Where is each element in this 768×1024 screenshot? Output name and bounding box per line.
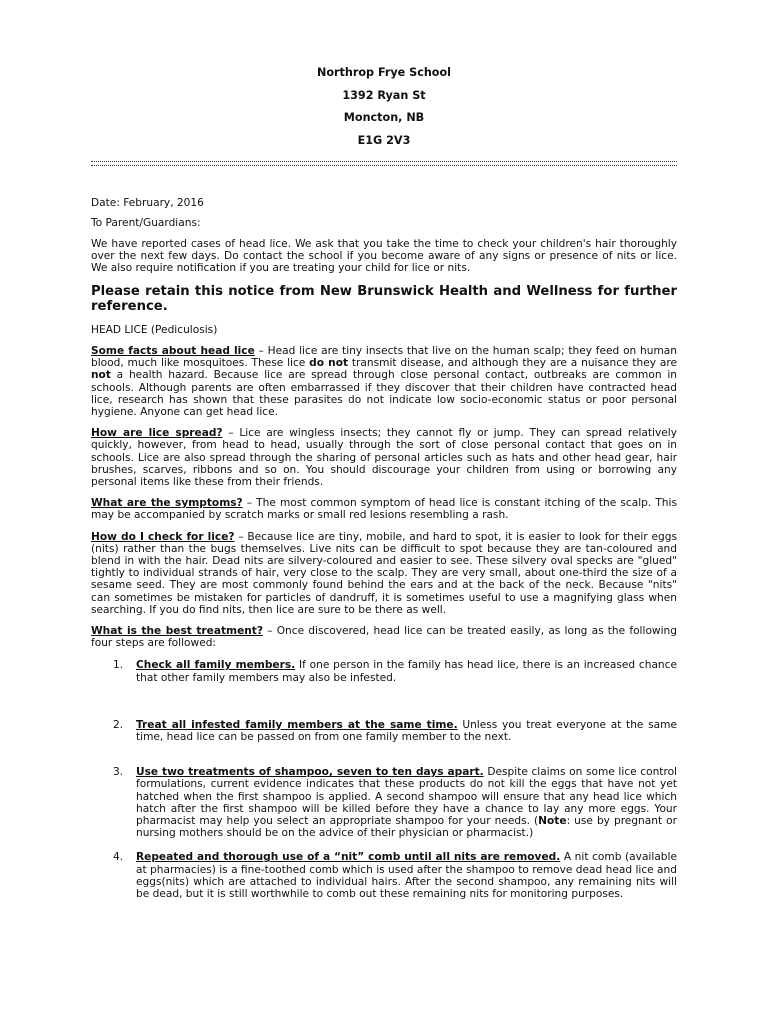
treatment-question: What is the best treatment?	[91, 624, 264, 637]
school-street: 1392 Ryan St	[342, 88, 426, 102]
symptoms-paragraph: What are the symptoms? – The most common symptom of head lice is constant itching of the scalp. This may be accompanied by scratch marks or small red lesions resembling a rash.	[91, 497, 677, 522]
section-subtitle: HEAD LICE (Pediculosis)	[91, 323, 218, 336]
school-city: Moncton, NB	[343, 111, 425, 124]
facts-paragraph: Some facts about head lice – Head lice are tiny insects that live on the human scalp; they feed on human blood, much like mosquitoes. These lice do not transmit disease, and although they are a nuisance they are not a health hazard. Because lice are spread through close personal contact, outbreaks are common in schools. Although parents are often embarrassed if they discover that their children have contracted head lice, research has shown that these parasites do not indicate low socio-economic status or poor personal hygiene. Anyone can get head lice.	[91, 344, 678, 418]
step-title: Use two treatments of shampoo, seven to ten days apart.	[136, 766, 484, 779]
spread-question: How are lice spread?	[91, 427, 223, 440]
school-name: Northrop Frye School	[316, 66, 452, 79]
check-paragraph: How do I check for lice? – Because lice are tiny, mobile, and hard to spot, it is easier to look for their eggs (nits) rather than the bugs themselves. Live nits can be difficult to spot because they are tan-coloured and blend in with the hair. Dead nits are silvery-coloured and easier to see. These silvery oval specks are "glued" tightly to individual strands of hair, very close to the scalp. They are very small, about one-third the size of a sesame seed. They are most commonly found behind the ears and at the back of the neck. Because "nits" can sometimes be mistaken for particles of dandruff, it is sometimes useful to use a magnifying glass when searching. If you do find nits, then lice are sure to be there as well.	[91, 530, 677, 616]
greeting: To Parent/Guardians:	[91, 217, 201, 230]
step-title: Treat all infested family members at the same time.	[136, 718, 458, 731]
letter-date: Date: February, 2016	[91, 196, 204, 209]
treatment-steps-list	[91, 659, 677, 900]
letter-page	[91, 66, 677, 900]
step-number: 4.	[113, 851, 124, 864]
intro-paragraph: We have reported cases of head lice. We ask that you take the time to check your children's hair thoroughly over the next few days. Do contact the school if you become aware of any signs or presence of nits or lice. We also require notification if you are treating your child for lice or nits.	[91, 237, 677, 275]
spread-paragraph: How are lice spread? – Lice are wingless insects; they cannot fly or jump. They can spread relatively quickly, however, from head to head, usually through the sort of close personal contact that goes on in schools. Lice are also spread through the sharing of personal articles such as hats and other head gear, hair brushes, scarves, ribbons and so on. You should discourage your children from using or borrowing any personal items like these from their friends.	[91, 427, 677, 488]
facts-question: Some facts about head lice	[91, 344, 255, 357]
retain-notice-heading: Please retain this notice from New Brunswick Health and Wellness for further reference.	[91, 283, 677, 315]
list-item: 1. Check all family members. If one person in the family has head lice, there is an increased chance that other family members may also be infested.	[113, 659, 677, 684]
dotted-divider	[91, 161, 677, 166]
step-number: 2.	[113, 718, 124, 731]
step-number: 3.	[113, 766, 124, 779]
step-title: Repeated and thorough use of a “nit” comb until all nits are removed.	[136, 851, 561, 864]
step-title: Check all family members.	[136, 659, 296, 672]
check-question: How do I check for lice?	[91, 530, 235, 543]
treatment-paragraph: What is the best treatment? – Once discovered, head lice can be treated easily, as long as the following four steps are followed:	[91, 624, 677, 650]
list-item: 4. Repeated and thorough use of a “nit” comb until all nits are removed. A nit comb (available at pharmacies) is a fine-toothed comb which is used after the shampoo to remove dead head lice and eggs(nits) which are attached to individual hairs. After the second shampoo, any remaining nits will be dead, but it is still worthwhile to comb out these remaining nits for monitoring purposes.	[113, 851, 677, 901]
list-item: 3. Use two treatments of shampoo, seven to ten days apart. Despite claims on some lice control formulations, current evidence indicates that these products do not kill the eggs that have not yet hatched when the first shampoo is applied. A second shampoo will ensure that any head lice which hatch after the first shampoo will be killed before they have a chance to lay any more eggs. Your pharmacist may help you select an appropriate shampoo for your needs. (Note: use by pregnant or nursing mothers should be on the advice of their physician or pharmacist.)	[113, 766, 678, 840]
step-number: 1.	[113, 659, 124, 672]
symptoms-question: What are the symptoms?	[91, 497, 243, 510]
letterhead	[91, 66, 677, 147]
school-postal: E1G 2V3	[357, 133, 411, 147]
list-item: 2. Treat all infested family members at the same time. Unless you treat everyone at the same time, head lice can be passed on from one family member to the next.	[113, 718, 678, 743]
note-label: Note	[538, 815, 567, 827]
